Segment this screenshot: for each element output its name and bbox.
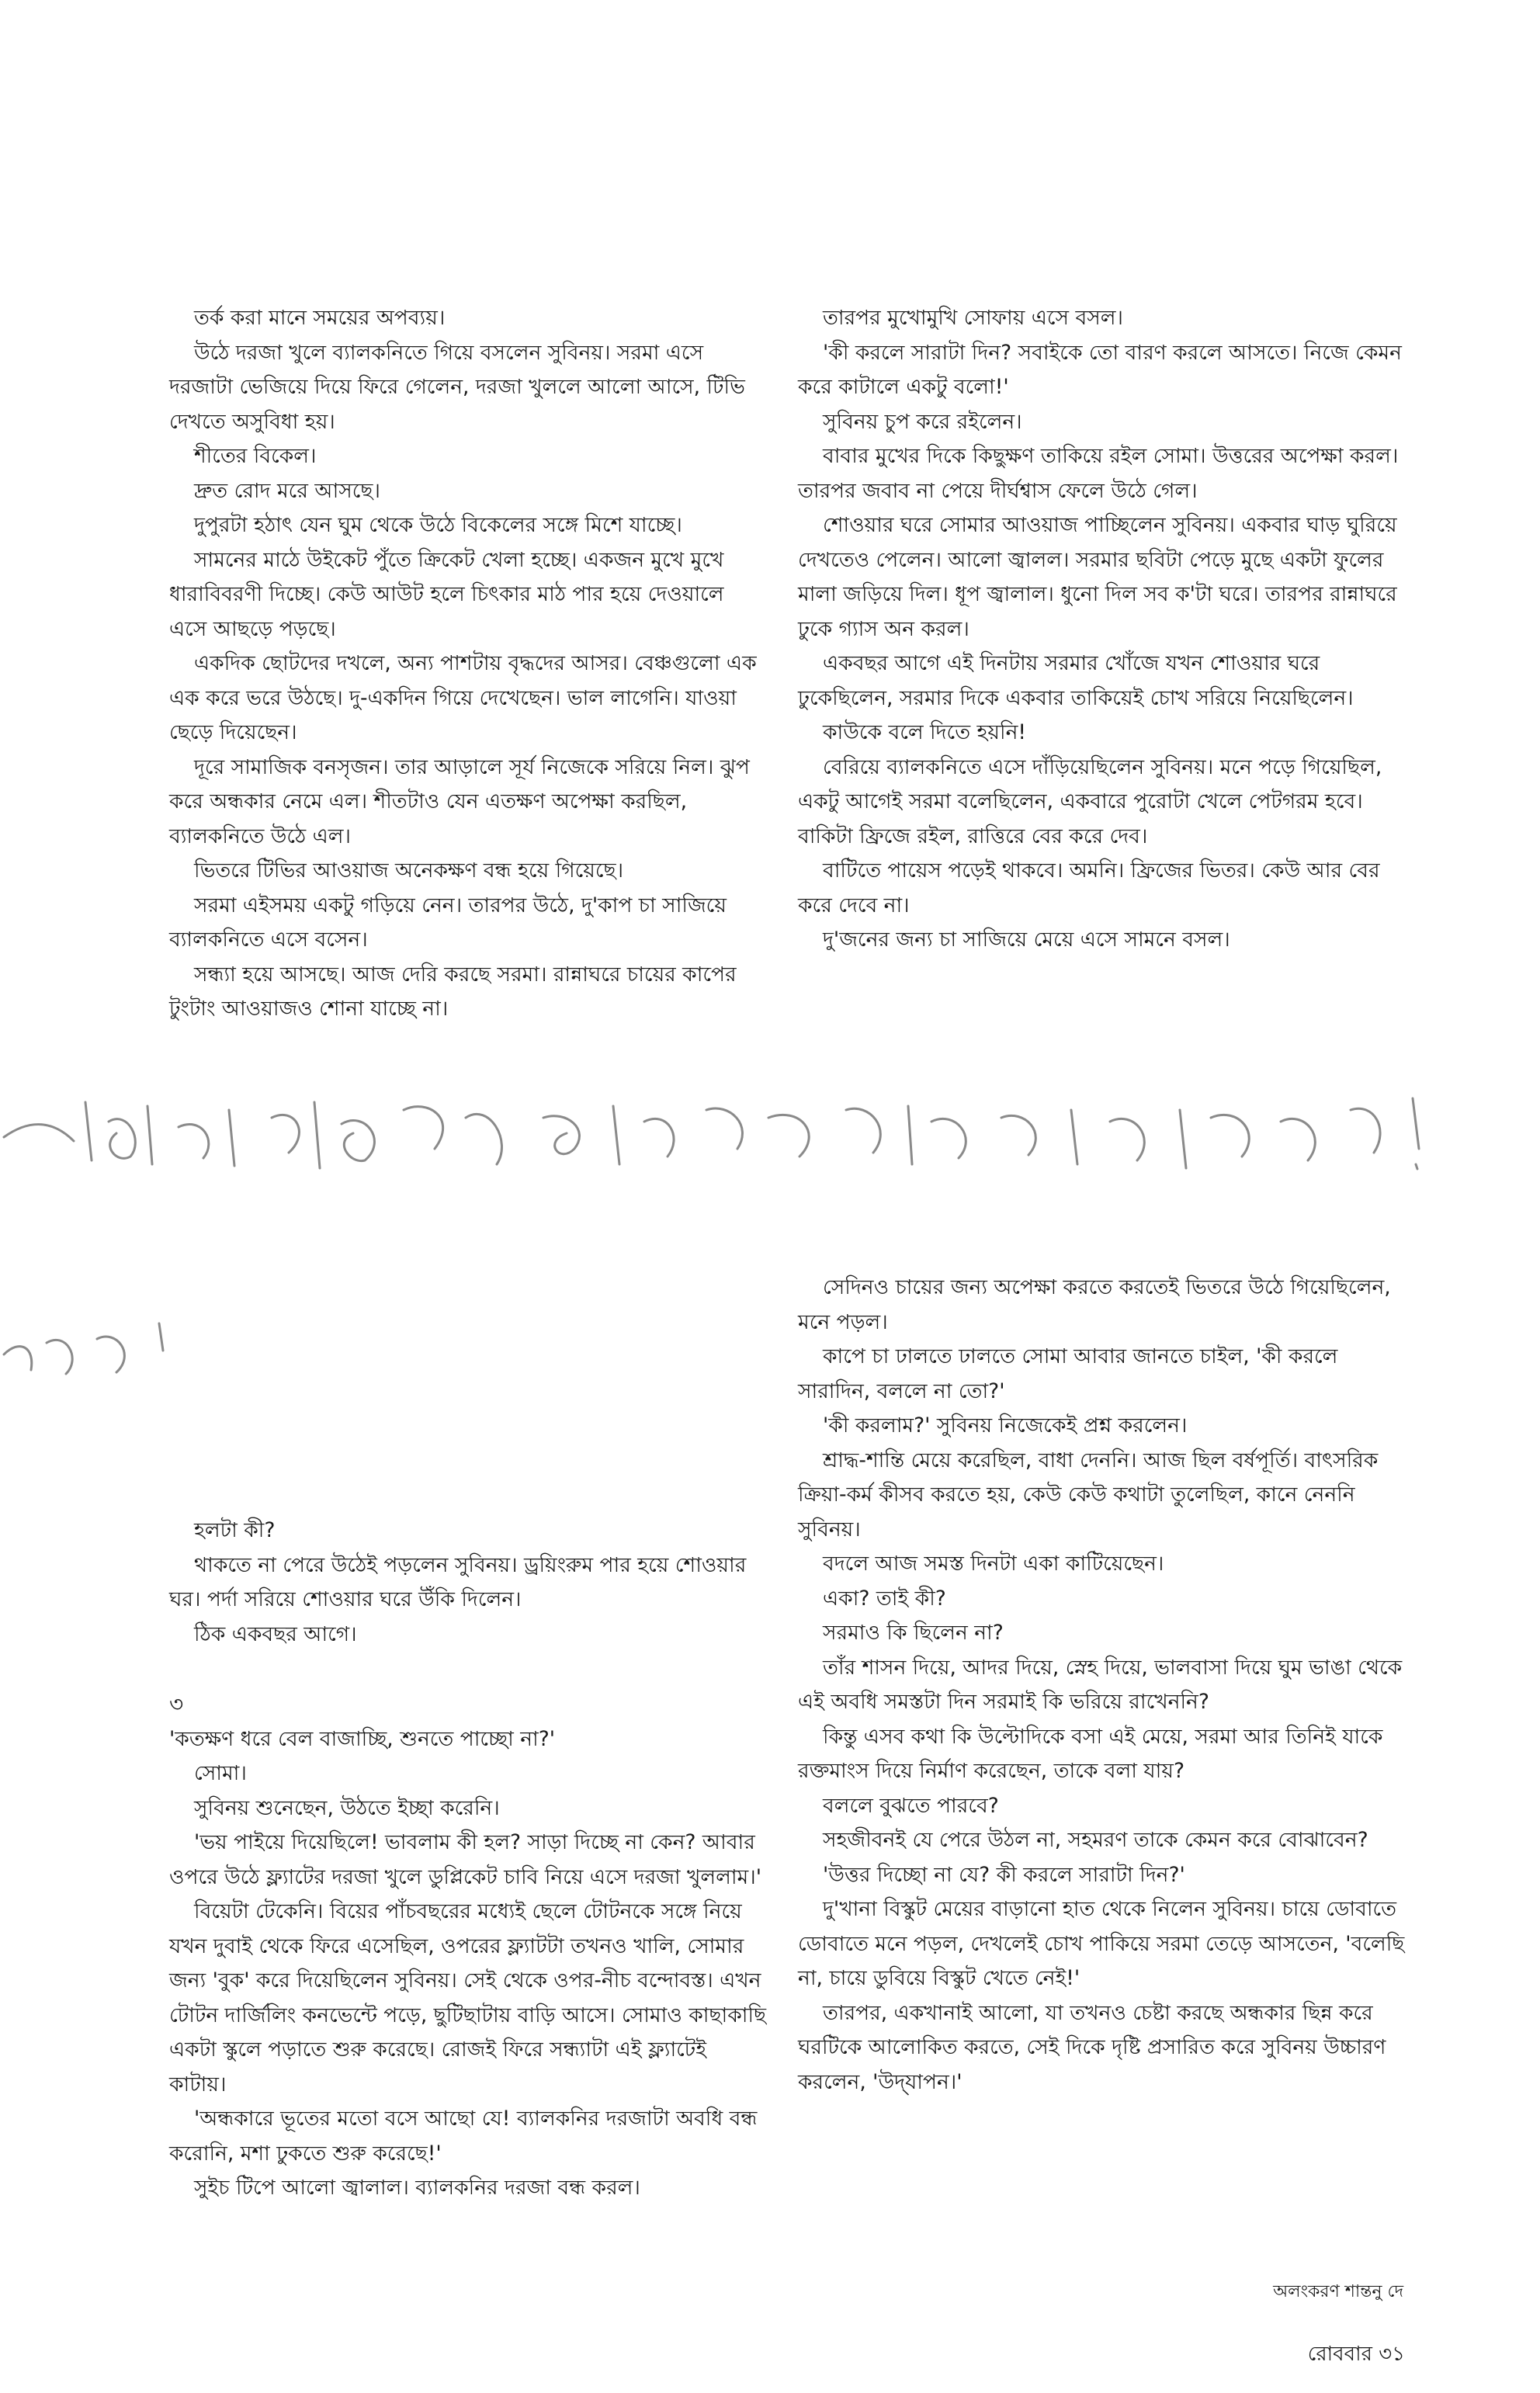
- paragraph: তর্ক করা মানে সময়ের অপব্যয়।: [194, 306, 446, 330]
- column-top-left: [169, 301, 767, 1027]
- paragraph: 'অন্ধকারে ভূতের মতো বসে আছো যে! ব্যালকনির দরজাটা অবধি বন্ধ করোনি, মশা ঢুকতে শুরু করেছে!': [169, 2107, 758, 2166]
- illustration-credit: অলংকরণ শান্তনু দে: [1273, 2282, 1403, 2301]
- paragraph: সোমা।: [194, 1761, 247, 1785]
- paragraph: কাপে চা ঢালতে ঢালতে সোমা আবার জানতে চাইল, 'কী করলে সারাদিন, বললে না তো?': [798, 1344, 1338, 1403]
- paragraph: বাটিতে পায়েস পড়েই থাকবে। অমনি। ফ্রিজের ভিতর। কেউ আর বের করে দেবে না।: [798, 858, 1380, 917]
- paragraph: বদলে আজ সমস্ত দিনটা একা কাটিয়েছেন।: [823, 1552, 1164, 1576]
- paragraph: সুবিনয় শুনেছেন, উঠতে ইচ্ছা করেনি।: [194, 1795, 500, 1820]
- paragraph: কাউকে বলে দিতে হয়নি!: [823, 720, 1027, 744]
- page-folio: রোববার ৩১: [1307, 2343, 1405, 2366]
- paragraph: উঠে দরজা খুলে ব্যালকনিতে গিয়ে বসলেন সুবিনয়। সরমা এসে দরজাটা ভেজিয়ে দিয়ে ফিরে গেলেন, দরজা খুললে আলো আসে, টিভি দেখতে অসুবিধা হয়।: [169, 340, 745, 434]
- paragraph: তারপর মুখোমুখি সোফায় এসে বসল।: [823, 306, 1123, 330]
- paragraph: ঠিক একবছর আগে।: [194, 1621, 357, 1646]
- paragraph: হলটা কী?: [194, 1518, 276, 1542]
- paragraph: দূরে সামাজিক বনসৃজন। তার আড়ালে সূর্য নিজেকে সরিয়ে নিল। ঝুপ করে অন্ধকার নেমে এল। শীতটাও যেন এতক্ষণ অপেক্ষা করছিল, ব্যালকনিতে উঠে এল।: [169, 754, 750, 848]
- paragraph: তারপর, একখানাই আলো, যা তখনও চেষ্টা করছে অন্ধকার ছিন্ন করে ঘরটিকে আলোকিত করতে, সেই দিকে দৃষ্টি প্রসারিত করে সুবিনয় উচ্চারণ করলেন, 'উদ্‌যাপন।': [798, 2000, 1386, 2094]
- section-numeral: ৩: [169, 1691, 184, 1717]
- paragraph: 'কী করলে সারাটা দিন? সবাইকে তো বারণ করলে আসতে। নিজে কেমন করে কাটালে একটু বলো!': [798, 340, 1402, 399]
- paragraph: শোওয়ার ঘরে সোমার আওয়াজ পাচ্ছিলেন সুবিনয়। একবার ঘাড় ঘুরিয়ে দেখতেও পেলেন। আলো জ্বালল। সরমার ছবিটা পেড়ে মুছে একটা ফুলের মালা জড়িয়ে দিল। ধূপ জ্বালাল। ধুনো দিল সব ক'টা ঘরে। তারপর রান্নাঘরে ঢুকে গ্যাস অন করল।: [798, 513, 1397, 641]
- paragraph: সুইচ টিপে আলো জ্বালাল। ব্যালকনির দরজা বন্ধ করল।: [194, 2176, 640, 2200]
- paragraph: কিন্তু এসব কথা কি উল্টোদিকে বসা এই মেয়ে, সরমা আর তিনিই যাকে রক্তমাংস দিয়ে নির্মাণ করেছেন, তাকে বলা যায়?: [798, 1724, 1383, 1783]
- paragraph: থাকতে না পেরে উঠেই পড়লেন সুবিনয়। ড্রয়িংরুম পার হয়ে শোওয়ার ঘর। পর্দা সরিয়ে শোওয়ার ঘরে উঁকি দিলেন।: [169, 1552, 747, 1611]
- paragraph: 'কতক্ষণ ধরে বেল বাজাচ্ছি, শুনতে পাচ্ছো না?': [169, 1726, 556, 1751]
- paragraph: দ্রুত রোদ মরে আসছে।: [194, 478, 380, 503]
- paragraph: শীতের বিকেল।: [194, 444, 317, 468]
- paragraph: একা? তাই কী?: [823, 1586, 946, 1611]
- paragraph: সামনের মাঠে উইকেট পুঁতে ক্রিকেট খেলা হচ্ছে। একজন মুখে মুখে ধারাবিবরণী দিচ্ছে। কেউ আউট হলে চিৎকার মাঠ পার হয়ে দেওয়ালে এসে আছড়ে পড়ছে।: [169, 547, 724, 641]
- paragraph: সন্ধ্যা হয়ে আসছে। আজ দেরি করছে সরমা। রান্নাঘরে চায়ের কাপের টুংটাং আওয়াজও শোনা যাচ্ছে না।: [169, 962, 737, 1021]
- paragraph: ভিতরে টিভির আওয়াজ অনেকক্ষণ বন্ধ হয়ে গিয়েছে।: [194, 858, 624, 883]
- column-bottom-right: [798, 1271, 1407, 2100]
- paragraph: বিয়েটা টেকেনি। বিয়ের পাঁচবছরের মধ্যেই ছেলে টোটনকে সঙ্গে নিয়ে যখন দুবাই থেকে ফিরে এসেছিল, ওপরের ফ্ল্যাটটা তখনও খালি, সোমার জন্য 'বুক' করে দিয়েছিলেন সুবিনয়। সেই থেকে ওপর-নীচ বন্দোবস্ত। এখন টোটন দার্জিলিং কনভেন্টে পড়ে, ছুটিছাটায় বাড়ি আসে। সোমাও কাছাকাছি একটা স্কুলে পড়াতে শুরু করেছে। রোজই ফিরে সন্ধ্যাটা এই ফ্ল্যাটেই কাটায়।: [169, 1899, 767, 2096]
- paragraph: 'কী করলাম?' সুবিনয় নিজেকেই প্রশ্ন করলেন।: [823, 1413, 1188, 1438]
- paragraph: বললে বুঝতে পারবে?: [823, 1793, 999, 1818]
- paragraph: শ্রাদ্ধ-শান্তি মেয়ে করেছিল, বাধা দেননি। আজ ছিল বর্ষপূর্তি। বাৎসরিক ক্রিয়া-কর্ম কীসব করতে হয়, কেউ কেউ কথাটা তুলেছিল, কানে নেননি সুবিনয়।: [798, 1448, 1379, 1542]
- paragraph: সরমা এইসময় একটু গড়িয়ে নেন। তারপর উঠে, দু'কাপ চা সাজিয়ে ব্যালকনিতে এসে বসেন।: [169, 893, 727, 952]
- paragraph: সহজীবনই যে পেরে উঠল না, সহমরণ তাকে কেমন করে বোঝাবেন?: [823, 1828, 1368, 1852]
- paragraph: একবছর আগে এই দিনটায় সরমার খোঁজে যখন শোওয়ার ঘরে ঢুকেছিলেন, সরমার দিকে একবার তাকিয়েই চোখ সরিয়ে নিয়েছিলেন।: [798, 651, 1354, 710]
- paragraph: 'ভয় পাইয়ে দিয়েছিলে! ভাবলাম কী হল? সাড়া দিচ্ছে না কেন? আবার ওপরে উঠে ফ্ল্যাটের দরজা খুলে ডুপ্লিকেট চাবি নিয়ে এসে দরজা খুললাম।': [169, 1830, 762, 1889]
- column-bottom-left: [169, 1514, 767, 2206]
- paragraph: তাঁর শাসন দিয়ে, আদর দিয়ে, স্নেহ দিয়ে, ভালবাসা দিয়ে ঘুম ভাঙা থেকে এই অবধি সমস্তটা দিন সরমাই কি ভরিয়ে রাখেননি?: [798, 1655, 1403, 1714]
- paragraph: বাবার মুখের দিকে কিছুক্ষণ তাকিয়ে রইল সোমা। উত্তরের অপেক্ষা করল। তারপর জবাব না পেয়ে দীর্ঘশ্বাস ফেলে উঠে গেল।: [798, 444, 1399, 503]
- paragraph: একদিক ছোটদের দখলে, অন্য পাশটায় বৃদ্ধদের আসর। বেঞ্চগুলো এক এক করে ভরে উঠছে। দু-একদিন গিয়ে দেখেছেন। ভাল লাগেনি। যাওয়া ছেড়ে দিয়েছেন।: [169, 651, 757, 744]
- column-top-right: [798, 301, 1407, 958]
- paragraph: দুপুরটা হঠাৎ যেন ঘুম থেকে উঠে বিকেলের সঙ্গে মিশে যাচ্ছে।: [194, 513, 682, 537]
- paragraph: সুবিনয় চুপ করে রইলেন।: [823, 409, 1022, 434]
- paragraph: বেরিয়ে ব্যালকনিতে এসে দাঁড়িয়েছিলেন সুবিনয়। মনে পড়ে গিয়েছিল, একটু আগেই সরমা বলেছিলেন, একবারে পুরোটা খেলে পেটগরম হবে। বাকিটা ফ্রিজে রইল, রাত্তিরে বের করে দেব।: [798, 754, 1382, 848]
- paragraph: দু'জনের জন্য চা সাজিয়ে মেয়ে এসে সামনে বসল।: [823, 928, 1230, 952]
- paragraph: সরমাও কি ছিলেন না?: [823, 1621, 1004, 1645]
- paragraph: 'উত্তর দিচ্ছো না যে? কী করলে সারাটা দিন?': [823, 1862, 1185, 1887]
- paragraph: দু'খানা বিস্কুট মেয়ের বাড়ানো হাত থেকে নিলেন সুবিনয়। চায়ে ডোবাতে ডোবাতে মনে পড়ল, দেখলেই চোখ পাকিয়ে সরমা তেড়ে আসতেন, 'বলেছি না, চায়ে ডুবিয়ে বিস্কুট খেতে নেই!': [798, 1897, 1405, 1990]
- paragraph: সেদিনও চায়ের জন্য অপেক্ষা করতে করতেই ভিতরে উঠে গিয়েছিলেন, মনে পড়ল।: [798, 1275, 1391, 1334]
